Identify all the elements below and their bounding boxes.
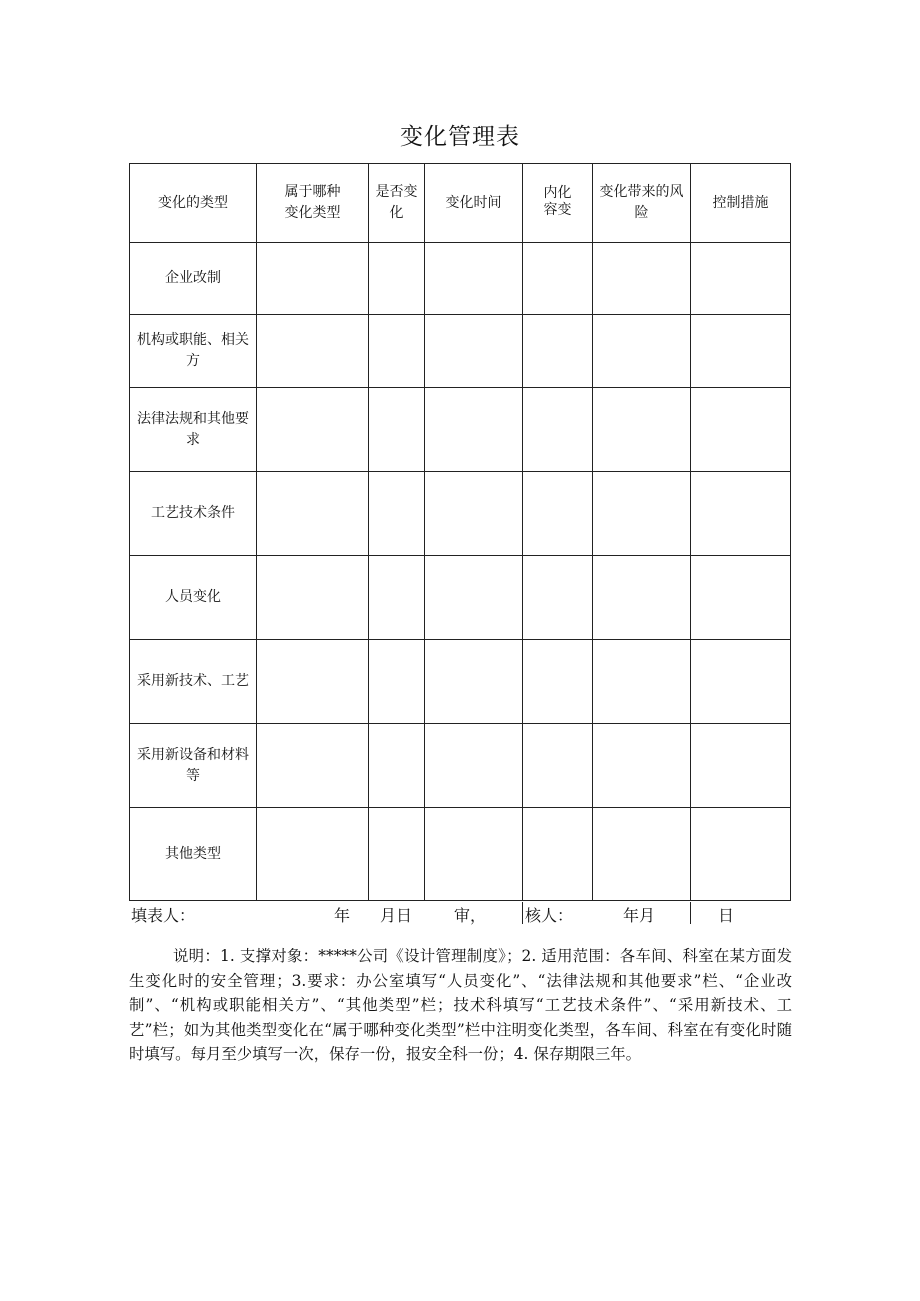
- table-row: [130, 640, 791, 724]
- table-cell[interactable]: [257, 315, 369, 388]
- table-row: [130, 315, 791, 388]
- filler-label: 填表人：: [131, 906, 196, 925]
- header-change-risk: 变化带来的风险: [593, 164, 691, 243]
- table-cell[interactable]: [425, 556, 523, 640]
- table-cell[interactable]: [425, 243, 523, 315]
- table-cell[interactable]: [257, 724, 369, 808]
- row-label: 工艺技术条件: [130, 472, 257, 556]
- table-row: [130, 388, 791, 472]
- table-cell[interactable]: [691, 388, 791, 472]
- table-cell[interactable]: [523, 808, 593, 901]
- table-cell[interactable]: [593, 724, 691, 808]
- footer-divider: [690, 902, 691, 924]
- row-label: 人员变化: [130, 556, 257, 640]
- table-cell[interactable]: [593, 243, 691, 315]
- table-row: [130, 243, 791, 315]
- table-cell[interactable]: [425, 808, 523, 901]
- instructions-note: 说明：1. 支撑对象：*****公司《设计管理制度》；2. 适用范围：各车间、科室在某方面发生变化时的安全管理；3.要求：办公室填写“人员变化”、“法律法规和其他要求”栏、“企业改制”、“机构或职能相关方”、“其他类型”栏；技术科填写“工艺技术条件”、“采用新技术、工艺”栏；如为其他类型变化在“属于哪种变化类型”栏中注明变化类型，各车间、科室在有变化时随时填写。每月至少填写一次，保存一份，报安全科一份；4. 保存期限三年。: [129, 947, 792, 1063]
- table-cell[interactable]: [593, 556, 691, 640]
- table-row: [130, 808, 791, 901]
- row-label: 其他类型: [130, 808, 257, 901]
- header-change-time: 变化时间: [425, 164, 523, 243]
- table-cell[interactable]: [523, 640, 593, 724]
- table-cell[interactable]: [593, 808, 691, 901]
- table-cell[interactable]: [369, 243, 425, 315]
- row-label: 机构或职能、相关方: [130, 315, 257, 388]
- page-title: 变化管理表: [400, 124, 520, 150]
- table-cell[interactable]: [691, 808, 791, 901]
- table-cell[interactable]: [425, 724, 523, 808]
- table-cell[interactable]: [369, 724, 425, 808]
- row-label: 采用新技术、工艺: [130, 640, 257, 724]
- table-cell[interactable]: [593, 640, 691, 724]
- table-cell[interactable]: [593, 388, 691, 472]
- table-cell[interactable]: [369, 472, 425, 556]
- checker-label: 核人：: [525, 906, 574, 925]
- table-row: [130, 724, 791, 808]
- table-cell[interactable]: [691, 315, 791, 388]
- table-cell[interactable]: [523, 724, 593, 808]
- year-month-label: 年月: [623, 906, 656, 925]
- table-cell[interactable]: [425, 315, 523, 388]
- table-cell[interactable]: [257, 243, 369, 315]
- table-cell[interactable]: [691, 472, 791, 556]
- table-cell[interactable]: [257, 640, 369, 724]
- table-cell[interactable]: [691, 243, 791, 315]
- table-cell[interactable]: [257, 472, 369, 556]
- footer-divider: [522, 902, 523, 924]
- table-cell[interactable]: [369, 640, 425, 724]
- table-cell[interactable]: [369, 556, 425, 640]
- change-management-table: [129, 163, 791, 901]
- table-cell[interactable]: [523, 243, 593, 315]
- header-change-content: 内化容变: [523, 164, 593, 243]
- header-control-measures: 控制措施: [691, 164, 791, 243]
- signature-line: [129, 900, 790, 926]
- table-cell[interactable]: [369, 388, 425, 472]
- table-cell[interactable]: [425, 388, 523, 472]
- table-cell[interactable]: [425, 472, 523, 556]
- table-cell[interactable]: [593, 315, 691, 388]
- table-cell[interactable]: [523, 315, 593, 388]
- review-label: 审，: [454, 906, 487, 925]
- table-cell[interactable]: [425, 640, 523, 724]
- table-row: [130, 556, 791, 640]
- table-cell[interactable]: [257, 808, 369, 901]
- month-day-label: 月日: [380, 906, 413, 925]
- day-label: 日: [718, 906, 735, 925]
- table-cell[interactable]: [523, 472, 593, 556]
- table-header-row: [130, 164, 791, 243]
- table-cell[interactable]: [523, 556, 593, 640]
- row-label: 企业改制: [130, 243, 257, 315]
- row-label: 采用新设备和材料等: [130, 724, 257, 808]
- table-cell[interactable]: [593, 472, 691, 556]
- year-label: 年: [334, 906, 351, 925]
- header-changed-or-not: 是否变化: [369, 164, 425, 243]
- header-which-category: 属于哪种变化类型: [257, 164, 369, 243]
- row-label: 法律法规和其他要求: [130, 388, 257, 472]
- table-cell[interactable]: [691, 640, 791, 724]
- table-row: [130, 472, 791, 556]
- table-cell[interactable]: [691, 556, 791, 640]
- table-cell[interactable]: [691, 724, 791, 808]
- table-cell[interactable]: [523, 388, 593, 472]
- table-cell[interactable]: [257, 388, 369, 472]
- table-cell[interactable]: [369, 315, 425, 388]
- table-cell[interactable]: [369, 808, 425, 901]
- header-change-type: 变化的类型: [130, 164, 257, 243]
- table-cell[interactable]: [257, 556, 369, 640]
